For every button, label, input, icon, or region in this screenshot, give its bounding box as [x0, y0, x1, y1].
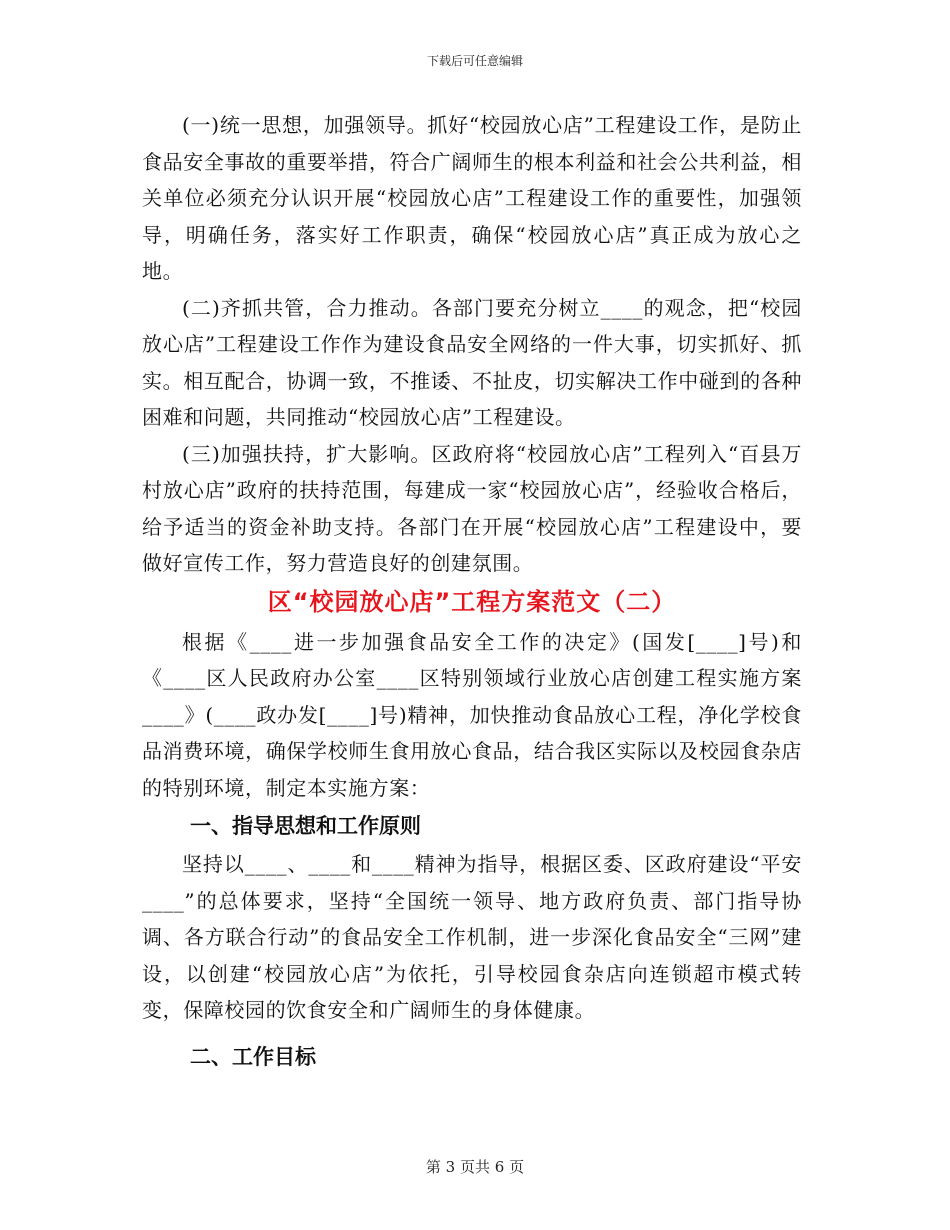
page-header: 下载后可任意编辑: [426, 54, 523, 68]
heading-work-goals: 二、工作目标: [190, 1044, 316, 1069]
paragraph-guiding-principles: 坚持以____、____和____精神为指导，根据区委、区政府建设“平安____”的总体要求，坚持“全国统一领导、地方政府负责、部门指导协调、各方联合行动”的食品安全工作机制，进一步深化食品安全“三网”建设，以创建“校园放心店”为依托，引导校园食杂店向连锁超市模式转变，保障校园的饮食安全和广阔师生的身体健康。: [142, 852, 802, 1022]
page-footer: 第 3 页共 6 页: [425, 1158, 525, 1176]
paragraph-intro: 根据《____进一步加强食品安全工作的决定》(国发[____]号)和《____区人民政府办公室____区特别领域行业放心店创建工程实施方案____》(____政办发[____]号)精神，加快推动食品放心工程，净化学校食品消费环境，确保学校师生食用放心食品，结合我区实际以及校园食杂店的特别环境，制定本实施方案：: [142, 629, 802, 800]
heading-guiding-principles: 一、指导思想和工作原则: [190, 814, 421, 838]
paragraph-joint-management: (二)齐抓共管，合力推动。各部门要充分树立____的观念，把“校园放心店”工程建设工作作为建设食品安全网络的一件大事，切实抓好、抓实。相互配合，协调一致，不推诿、不扯皮，切实解决工作中碰到的各种困难和问题，共同推动“校园放心店”工程建设。: [142, 295, 802, 429]
paragraph-strengthen-support: (三)加强扶持，扩大影响。区政府将“校园放心店”工程列入“百县万村放心店”政府的扶持范围，每建成一家“校园放心店”，经验收合格后，给予适当的资金补助支持。各部门在开展“校园放心店”工程建设中，要做好宣传工作，努力营造良好的创建氛围。: [142, 441, 802, 575]
section-title: 区“校园放心店”工程方案范文（二）: [267, 587, 677, 616]
document-body: [142, 107, 802, 1077]
paragraph-unify-thinking: (一)统一思想，加强领导。抓好“校园放心店”工程建设工作，是防止食品安全事故的重要举措，符合广阔师生的根本利益和社会公共利益，相关单位必须充分认识开展“校园放心店”工程建设工作的重要性，加强领导，明确任务，落实好工作职责，确保“校园放心店”真正成为放心之地。: [142, 113, 802, 283]
